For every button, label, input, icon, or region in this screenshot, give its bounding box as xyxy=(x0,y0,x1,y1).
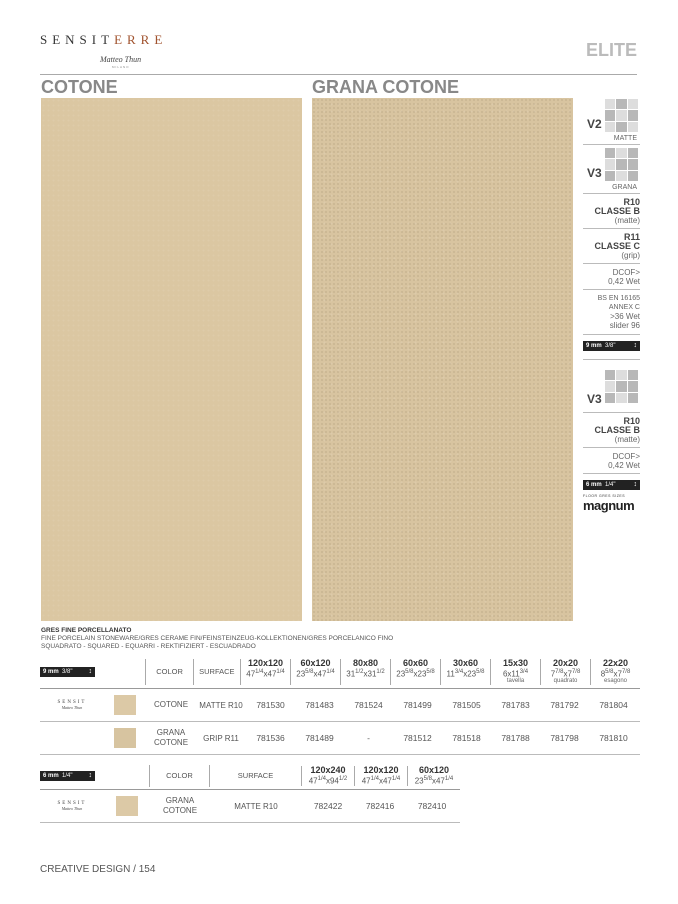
thickness-arrow-icon: ↕ xyxy=(633,342,637,349)
size-subtype: tavella xyxy=(506,678,525,685)
table-rows xyxy=(40,689,640,755)
color-name2: COTONE xyxy=(162,806,198,815)
bs-spec xyxy=(583,290,640,335)
slip-r10-6mm xyxy=(583,413,640,448)
color-cell xyxy=(146,700,196,710)
size-inch-whole: 47 xyxy=(361,776,371,786)
brand-sub2: MILANO xyxy=(112,65,130,69)
color-cell xyxy=(146,728,196,748)
size-inch xyxy=(491,668,540,679)
table-rows xyxy=(40,790,460,823)
product-code: 781483 xyxy=(305,700,334,710)
tile-title-cotone: COTONE xyxy=(41,77,118,97)
size-inch xyxy=(591,668,640,679)
magnum-tagline: FLOOR GRES SIZES xyxy=(583,494,626,498)
size-inch-frac: 1/4 xyxy=(255,668,264,675)
spec-sidebar xyxy=(583,96,640,513)
size-inch xyxy=(291,668,340,679)
size-inch-frac: 5/8 xyxy=(405,668,414,675)
thickness-arrow-icon: ↕ xyxy=(633,481,637,488)
size-header xyxy=(440,659,490,686)
product-code: - xyxy=(367,733,370,743)
slip-class: R11 xyxy=(623,232,640,242)
slip-class: R10 xyxy=(623,416,640,426)
variation-v3-icon xyxy=(605,370,638,403)
surface-header: SURFACE xyxy=(209,765,301,787)
bs-slider: slider 96 xyxy=(609,321,640,330)
thickness-cell xyxy=(40,667,101,677)
row-thumb-cell xyxy=(104,728,146,748)
size-inch-whole: 23 xyxy=(296,669,306,679)
magnum-logo: magnum xyxy=(583,498,635,513)
size-inch-whole: 8 xyxy=(600,669,606,679)
variation-caption: MATTE xyxy=(613,135,637,142)
color-name2: COTONE xyxy=(153,738,189,747)
tile-image-grana-cotone xyxy=(312,98,573,621)
thickness-cell xyxy=(40,771,103,781)
slip-class-label: CLASSE B xyxy=(594,206,640,216)
slip-class-label: CLASSE C xyxy=(594,241,640,251)
size-inch-frac: 1/2 xyxy=(355,668,364,675)
row-brand-sub: Matteo Thun xyxy=(61,705,83,710)
color-name: COTONE xyxy=(153,700,189,709)
product-code: 781536 xyxy=(256,733,285,743)
product-code: 781798 xyxy=(550,733,579,743)
size-inch-second: x23 xyxy=(413,669,427,679)
size-inch-second: x7 xyxy=(563,669,572,679)
size-inch-frac2: 5/8 xyxy=(476,668,485,675)
variation-caption: GRANA xyxy=(612,184,637,191)
size-inch-whole: 11 xyxy=(446,669,455,679)
size-header xyxy=(290,659,340,686)
size-inch xyxy=(441,668,490,679)
size-cm: 15x30 xyxy=(502,657,529,668)
color-swatch xyxy=(114,728,136,748)
size-inch-frac2: 1/2 xyxy=(338,776,348,783)
size-inch-frac2: 7/8 xyxy=(571,668,581,675)
product-code: 781804 xyxy=(599,700,628,710)
size-inch xyxy=(302,775,354,786)
color-name: GRANA xyxy=(156,728,186,737)
dcof-value: 0,42 Wet xyxy=(608,461,640,470)
thickness-badge xyxy=(583,341,640,351)
size-inch-frac: 5/8 xyxy=(423,776,432,783)
size-headers xyxy=(301,766,460,786)
size-inch xyxy=(355,775,407,786)
thickness-mm: 6 mm xyxy=(586,482,602,488)
product-code: 782410 xyxy=(417,801,447,811)
page-footer: CREATIVE DESIGN / 154 xyxy=(40,864,156,875)
size-header xyxy=(390,659,440,686)
table-9mm xyxy=(40,656,640,755)
size-inch-second: x47 xyxy=(313,669,327,679)
color-header: COLOR xyxy=(145,659,192,685)
size-inch-second: x11 xyxy=(507,669,520,679)
size-subtype: esagono xyxy=(603,678,628,685)
size-inch-frac2: 1/4 xyxy=(326,668,335,675)
spec-header-title: GRES FINE PORCELLANATO xyxy=(41,627,132,634)
row-thumb-cell xyxy=(104,796,150,816)
size-cm: 120x240 xyxy=(310,765,346,776)
product-code: 781783 xyxy=(501,700,530,710)
thickness-inch: 1/4" xyxy=(62,773,73,779)
header-divider xyxy=(40,74,637,75)
size-inch-whole: 23 xyxy=(396,669,406,679)
size-header xyxy=(340,659,390,686)
thickness-inch: 3/8" xyxy=(605,343,616,349)
size-inch-frac2: 7/8 xyxy=(621,668,631,675)
variation-v3-icon xyxy=(605,148,638,181)
product-code: 781788 xyxy=(501,733,530,743)
table-6mm xyxy=(40,763,460,823)
dcof-label: DCOF> xyxy=(612,268,640,277)
product-code: 781505 xyxy=(452,700,481,710)
thickness-arrow-icon: ↕ xyxy=(88,772,92,779)
product-code: 781489 xyxy=(305,733,334,743)
row-thumb-cell xyxy=(104,695,146,715)
variation-v2-icon xyxy=(605,99,638,132)
surface-header: SURFACE xyxy=(193,659,240,685)
size-inch-whole: 6 xyxy=(502,669,508,679)
thickness-inch: 3/8" xyxy=(62,669,73,675)
slip-class-label: CLASSE B xyxy=(594,425,640,435)
size-header xyxy=(354,766,407,786)
tile-image-cotone xyxy=(41,98,302,621)
thickness-badge xyxy=(583,480,640,490)
size-cm: 30x60 xyxy=(452,657,479,668)
dcof-spec-6mm xyxy=(583,448,640,474)
size-inch xyxy=(408,775,460,786)
bs-label: BS EN 16165 xyxy=(597,295,640,302)
color-cell xyxy=(150,796,210,816)
variation-tag: V3 xyxy=(587,392,602,406)
size-header xyxy=(540,659,590,686)
size-inch-frac2: 1/4 xyxy=(391,776,401,783)
table-header-row xyxy=(40,763,460,790)
product-code: 781810 xyxy=(599,733,628,743)
thickness-badge xyxy=(40,667,95,677)
row-brand-logo xyxy=(40,700,104,710)
dcof-value: 0,42 Wet xyxy=(608,277,640,286)
size-inch-frac: 7/8 xyxy=(555,668,564,675)
row-brand-logo xyxy=(40,801,104,811)
color-name: GRANA xyxy=(165,796,195,805)
color-header: COLOR xyxy=(149,765,209,787)
color-swatch xyxy=(114,695,136,715)
table-header-row xyxy=(40,656,640,689)
size-inch-frac2: 5/8 xyxy=(426,668,435,675)
size-header xyxy=(240,659,290,686)
thickness-mm: 6 mm xyxy=(43,773,59,779)
size-inch-frac: 5/8 xyxy=(305,668,314,675)
size-inch-frac: 1/4 xyxy=(370,776,379,783)
size-inch-frac: 5/8 xyxy=(605,668,614,675)
size-inch-second: x47 xyxy=(263,669,277,679)
row-brand-logo-text: SENSIT xyxy=(57,700,87,705)
dcof-spec xyxy=(583,264,640,290)
thickness-mm: 9 mm xyxy=(43,669,59,675)
slip-surface: (grip) xyxy=(621,251,640,260)
brand-logo-pre: SENSIT xyxy=(40,32,115,47)
tile-title-grana-cotone: GRANA COTONE xyxy=(312,77,460,97)
size-cm: 80x80 xyxy=(352,657,379,668)
size-subtype: quadrato xyxy=(553,678,578,685)
bs-value: >36 Wet xyxy=(610,312,640,321)
dcof-label: DCOF> xyxy=(612,452,640,461)
table-row xyxy=(40,722,640,755)
surface-cell: MATTE R10 xyxy=(234,801,278,811)
row-brand-sub: Matteo Thun xyxy=(61,806,83,811)
size-inch-whole: 23 xyxy=(414,776,424,786)
size-inch-frac2: 1/4 xyxy=(276,668,285,675)
size-inch-whole: 47 xyxy=(308,776,318,786)
thickness-6mm xyxy=(583,474,640,492)
size-inch-whole: 7 xyxy=(550,669,556,679)
product-code: 781530 xyxy=(256,700,285,710)
product-code: 781792 xyxy=(550,700,579,710)
size-inch xyxy=(341,668,390,679)
size-inch-frac2: 1/4 xyxy=(444,776,454,783)
size-inch xyxy=(241,668,290,679)
v3-variation xyxy=(583,145,640,194)
thickness-badge xyxy=(40,771,95,781)
size-inch-frac2: 3/4 xyxy=(519,668,529,675)
v3-variation-6mm xyxy=(583,360,640,413)
size-cm: 60x120 xyxy=(300,657,331,668)
size-inch xyxy=(541,668,590,679)
brand-logo-accent: ERRE xyxy=(114,32,168,47)
product-code: 781499 xyxy=(403,700,432,710)
size-cm: 120x120 xyxy=(363,765,399,776)
variation-tag: V2 xyxy=(587,117,602,131)
size-inch-second: x94 xyxy=(325,776,339,786)
table-row xyxy=(40,790,460,823)
spec-header-line2: FINE PORCELAIN STONEWARE/GRES CERAME FIN/FEINSTEINZEUG-KOLLEKTIONEN/GRES PORCELANICO FINO xyxy=(41,635,394,642)
size-inch-whole: 47 xyxy=(246,669,256,679)
size-header xyxy=(301,766,354,786)
size-cm: 60x60 xyxy=(402,657,429,668)
thickness-inch: 1/4" xyxy=(605,482,616,488)
size-cm: 120x120 xyxy=(247,657,284,668)
v2-variation xyxy=(583,96,640,145)
spec-header-line3: SQUADRATO - SQUARED - EQUARRI - REKTIFIZIERT - ESCUADRADO xyxy=(41,643,256,650)
product-code: 781518 xyxy=(452,733,481,743)
size-inch-second: x7 xyxy=(613,669,622,679)
product-code: 782416 xyxy=(365,801,395,811)
size-cm: 60x120 xyxy=(418,765,449,776)
thickness-arrow-icon: ↕ xyxy=(88,668,92,675)
thickness-9mm xyxy=(583,335,640,360)
size-cm: 20x20 xyxy=(552,657,579,668)
size-header xyxy=(490,659,540,686)
size-header xyxy=(407,766,460,786)
product-code: 781524 xyxy=(354,700,383,710)
size-inch-whole: 31 xyxy=(346,669,356,679)
size-inch-second: x47 xyxy=(378,776,392,786)
size-inch-second: x23 xyxy=(463,669,477,679)
product-code: 782422 xyxy=(313,801,343,811)
size-inch-frac2: 1/2 xyxy=(376,668,385,675)
size-inch-second: x47 xyxy=(431,776,445,786)
thickness-mm: 9 mm xyxy=(586,343,602,349)
slip-surface: (matte) xyxy=(614,435,640,444)
slip-r11 xyxy=(583,229,640,264)
size-headers xyxy=(240,659,640,686)
size-inch-frac: 1/4 xyxy=(317,776,326,783)
size-inch-second: x31 xyxy=(363,669,377,679)
variation-tag: V3 xyxy=(587,166,602,180)
slip-surface: (matte) xyxy=(614,216,640,225)
collection-title: ELITE xyxy=(585,40,637,60)
slip-class: R10 xyxy=(623,197,640,207)
size-inch xyxy=(391,668,440,679)
table-row xyxy=(40,689,640,722)
brand-sub: Matteo Thun xyxy=(100,55,142,64)
bs-annex: ANNEX C xyxy=(608,304,640,311)
surface-cell: MATTE R10 xyxy=(199,700,243,710)
product-code: 781512 xyxy=(403,733,432,743)
row-brand-logo-text: SENSIT xyxy=(57,801,87,806)
size-inch-frac: 3/4 xyxy=(454,668,464,675)
size-cm: 22x20 xyxy=(602,657,629,668)
slip-r10 xyxy=(583,194,640,229)
size-header xyxy=(590,659,640,686)
brand-logo xyxy=(40,32,167,48)
product-spec-header xyxy=(41,627,393,651)
surface-cell: GRIP R11 xyxy=(203,733,239,743)
color-swatch xyxy=(116,796,138,816)
